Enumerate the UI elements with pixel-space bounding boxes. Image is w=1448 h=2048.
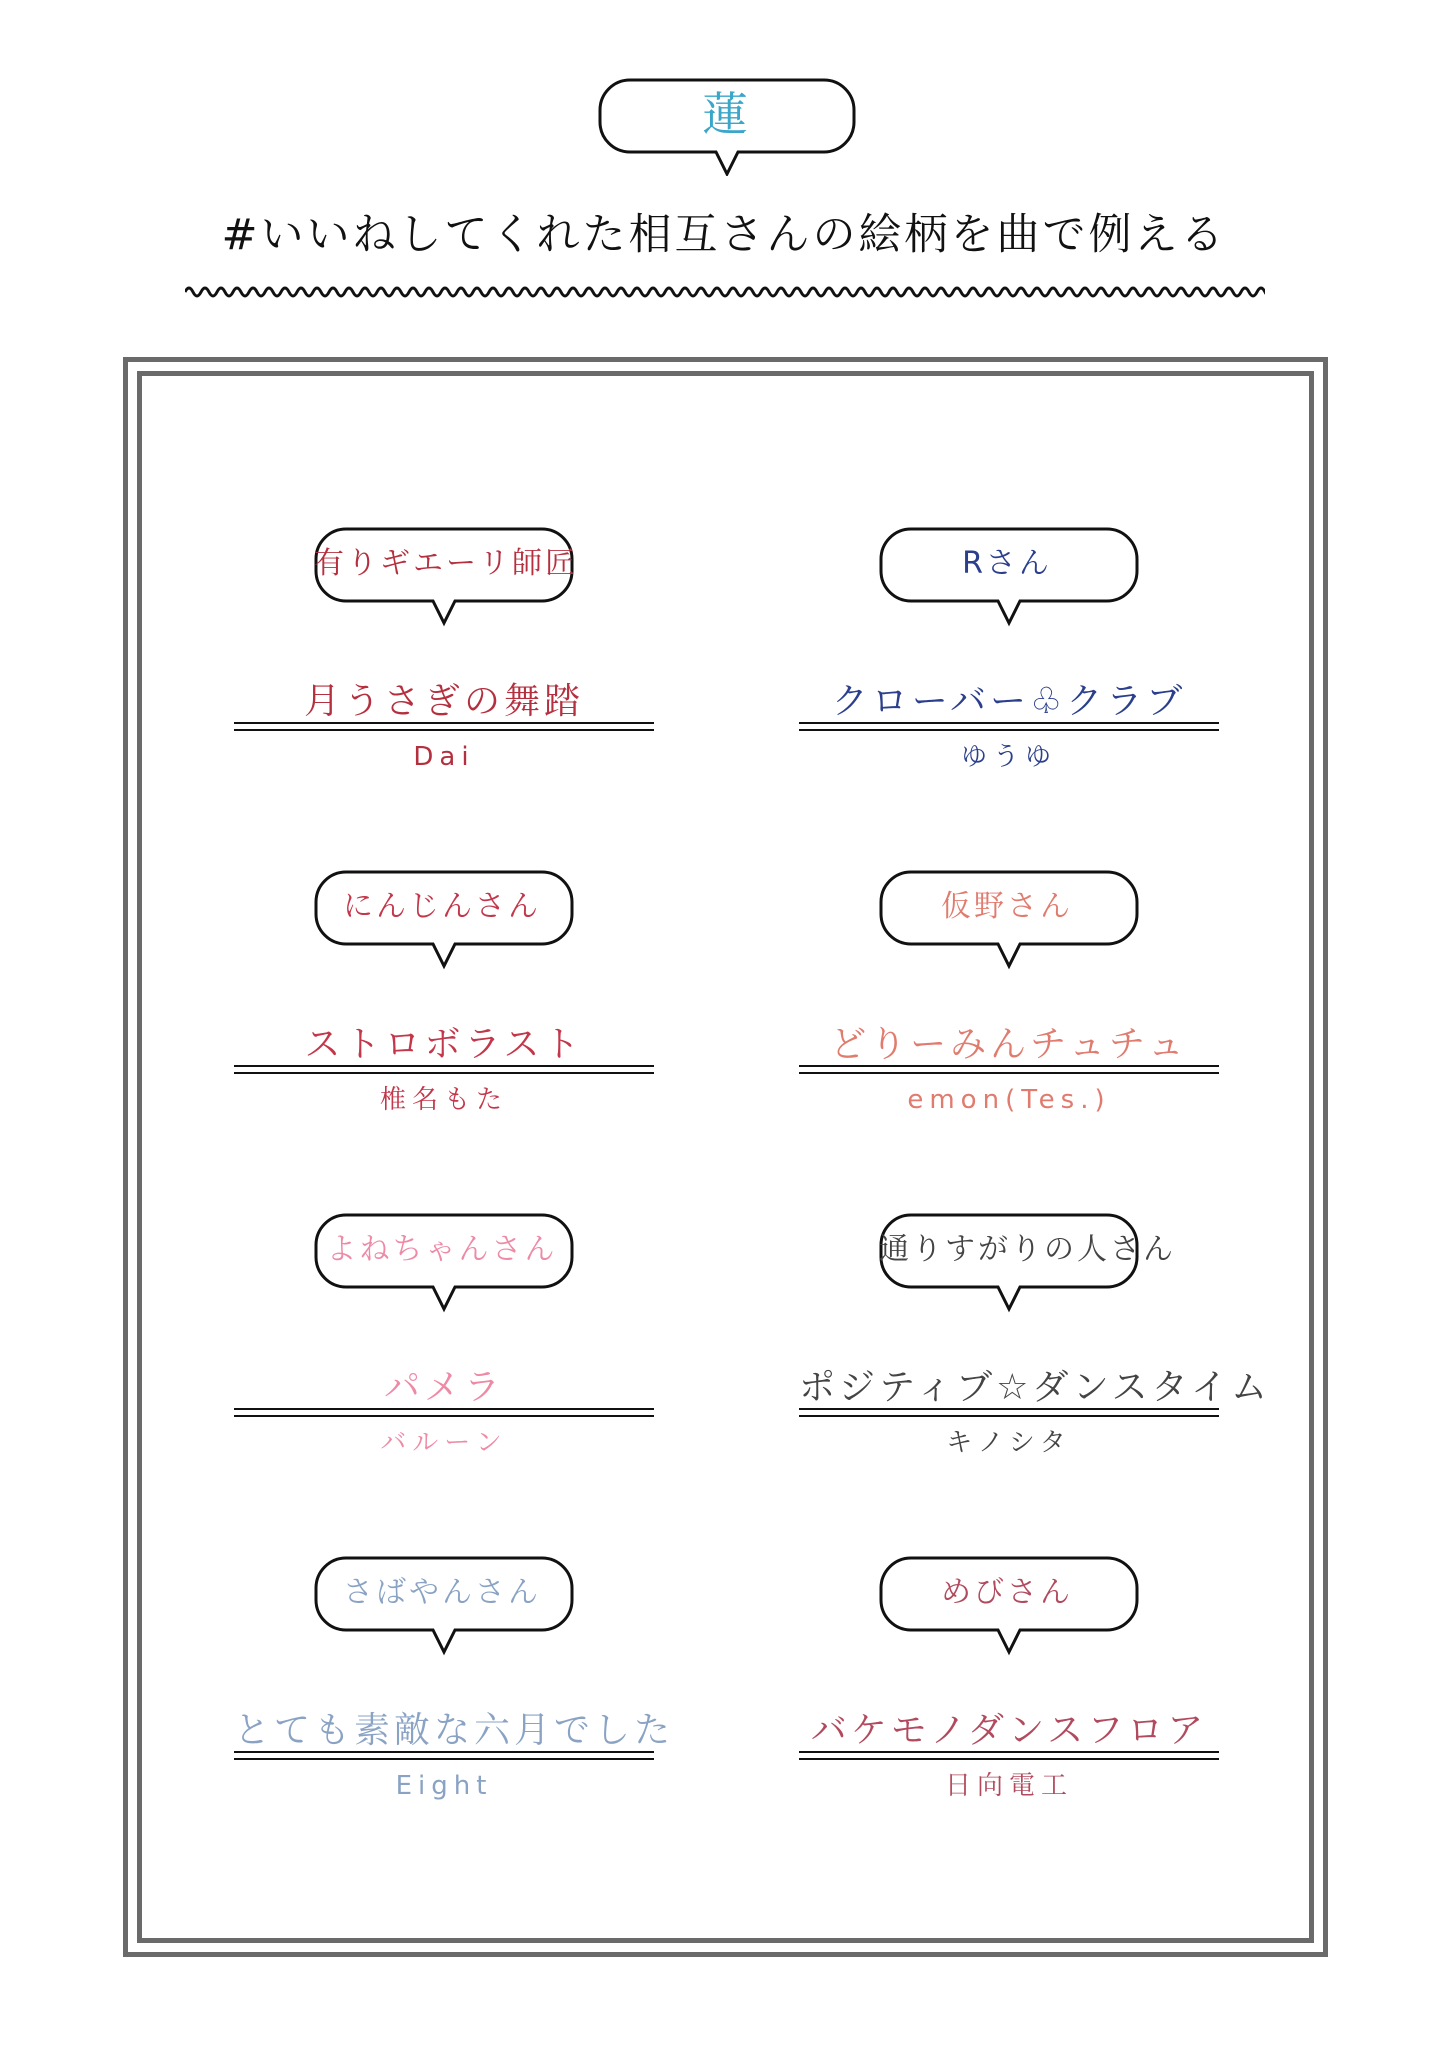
- song-title: クローバー♧クラブ: [831, 681, 1187, 722]
- artist-name: バルーン: [380, 1428, 508, 1458]
- mutual-name: 有りギエーリ師匠: [314, 546, 578, 581]
- double-rule: [799, 1408, 1219, 1418]
- song-title: どりーみんチュチュ: [830, 1024, 1188, 1065]
- artist-name: ゆうゆ: [960, 742, 1057, 772]
- artist-name: キノシタ: [946, 1428, 1072, 1458]
- artist-name: 日向電工: [944, 1771, 1073, 1801]
- song-title: とても素敵な六月でした: [234, 1710, 675, 1751]
- double-rule: [234, 722, 654, 732]
- double-rule: [799, 1751, 1219, 1761]
- entry-card: [799, 870, 1259, 1130]
- song-title: 月うさぎの舞踏: [303, 681, 584, 722]
- double-rule: [234, 1408, 654, 1418]
- entry-card: [799, 1213, 1271, 1473]
- artist-name: emon(Tes.): [907, 1085, 1111, 1115]
- mutual-name: 通りすがりの人さん: [879, 1232, 1176, 1267]
- song-title: パメラ: [383, 1367, 504, 1408]
- song-title: ポジティブ☆ダンスタイム: [799, 1367, 1271, 1408]
- mutual-name: さばやんさん: [343, 1575, 541, 1610]
- song-title: バケモノダンスフロア: [810, 1710, 1208, 1751]
- mutual-name: Rさん: [962, 546, 1052, 581]
- song-title: ストロボラスト: [304, 1024, 584, 1065]
- mutual-name: 仮野さん: [941, 889, 1073, 924]
- author-name: 蓮: [702, 87, 752, 141]
- double-rule: [799, 1065, 1219, 1075]
- mutual-name: よねちゃんさん: [326, 1232, 558, 1267]
- entry-card: [799, 527, 1259, 787]
- entry-card: [799, 1556, 1259, 1816]
- entry-card: [234, 1556, 694, 1816]
- artist-name: Dai: [413, 742, 475, 772]
- page-title: #いいねしてくれた相互さんの絵柄を曲で例える: [221, 210, 1227, 260]
- artist-name: 椎名もた: [379, 1085, 508, 1115]
- double-rule: [234, 1751, 654, 1761]
- double-rule: [234, 1065, 654, 1075]
- mutual-name: にんじんさん: [343, 889, 541, 924]
- entry-card: [234, 870, 694, 1130]
- entry-card: [234, 1213, 694, 1473]
- mutual-name: めびさん: [941, 1575, 1073, 1610]
- double-rule: [799, 722, 1219, 732]
- wavy-underline: [185, 282, 1265, 302]
- artist-name: Eight: [395, 1771, 493, 1801]
- entry-card: [234, 527, 694, 787]
